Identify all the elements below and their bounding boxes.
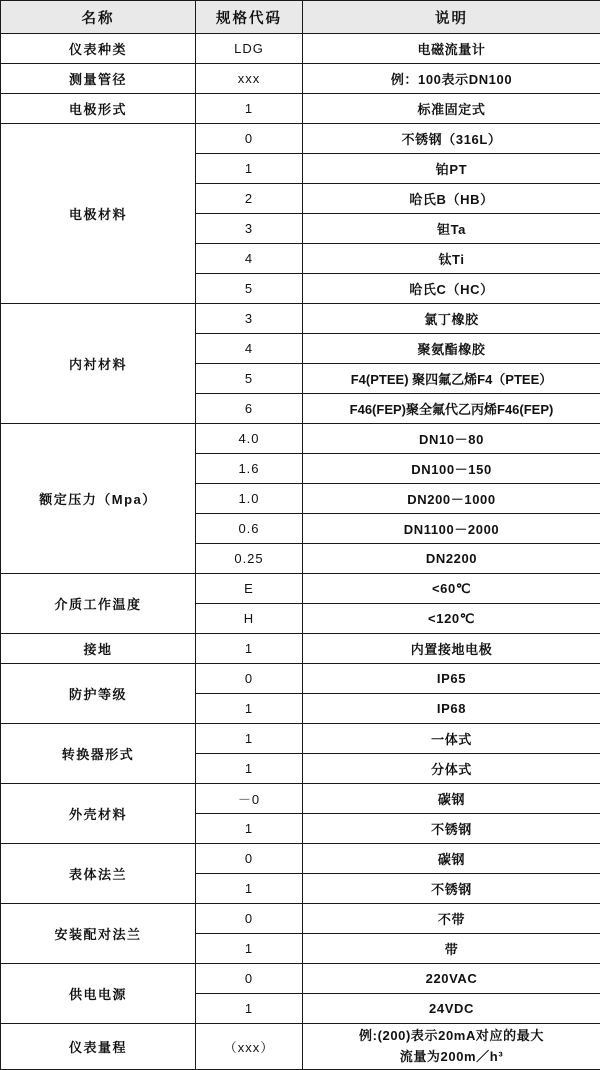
row-name: 表体法兰 [1, 844, 196, 904]
table-row [1, 904, 600, 934]
spec-description: DN10－80 [303, 424, 600, 454]
table-header [1, 1, 600, 34]
spec-description: 碳钢 [303, 784, 600, 814]
table-row [1, 424, 600, 454]
row-name: 安装配对法兰 [1, 904, 196, 964]
spec-description: DN100－150 [303, 454, 600, 484]
table-row [1, 34, 600, 64]
spec-code: 1.0 [196, 484, 303, 514]
spec-description: 24VDC [303, 994, 600, 1024]
table-row [1, 64, 600, 94]
spec-description: 聚氨酯橡胶 [303, 334, 600, 364]
spec-description: 碳钢 [303, 844, 600, 874]
spec-code: 0 [196, 664, 303, 694]
table-row [1, 124, 600, 154]
spec-code: 1 [196, 934, 303, 964]
spec-description: DN1100－2000 [303, 514, 600, 544]
spec-code: xxx [196, 64, 303, 94]
spec-code: 4 [196, 334, 303, 364]
row-name: 接地 [1, 634, 196, 664]
spec-code: 0 [196, 844, 303, 874]
spec-description: 分体式 [303, 754, 600, 784]
table-row [1, 1024, 600, 1070]
table-row [1, 94, 600, 124]
spec-code: 1 [196, 634, 303, 664]
spec-code: 2 [196, 184, 303, 214]
spec-description: F46(FEP)聚全氟代乙丙烯F46(FEP) [303, 394, 600, 424]
spec-description: DN2200 [303, 544, 600, 574]
row-name: 测量管径 [1, 64, 196, 94]
spec-code: LDG [196, 34, 303, 64]
spec-description: DN200－1000 [303, 484, 600, 514]
spec-code: 4.0 [196, 424, 303, 454]
spec-code: 1 [196, 694, 303, 724]
spec-description: 氯丁橡胶 [303, 304, 600, 334]
header-code: 规格代码 [196, 1, 303, 34]
spec-code: 1 [196, 154, 303, 184]
row-name: 外壳材料 [1, 784, 196, 844]
spec-code: 0 [196, 904, 303, 934]
table-row [1, 784, 600, 814]
spec-description: 不锈钢 [303, 874, 600, 904]
spec-description: <60℃ [303, 574, 600, 604]
row-name: 转换器形式 [1, 724, 196, 784]
spec-code: 1 [196, 874, 303, 904]
spec-code: 3 [196, 304, 303, 334]
table-body [1, 34, 600, 1070]
row-name: 内衬材料 [1, 304, 196, 424]
row-name: 防护等级 [1, 664, 196, 724]
header-name: 名称 [1, 1, 196, 34]
spec-code: －0 [196, 784, 303, 814]
spec-code: 1 [196, 994, 303, 1024]
table-row [1, 724, 600, 754]
row-name: 介质工作温度 [1, 574, 196, 634]
spec-code: 0 [196, 964, 303, 994]
table-row [1, 664, 600, 694]
spec-code: H [196, 604, 303, 634]
spec-code: 6 [196, 394, 303, 424]
spec-description: 带 [303, 934, 600, 964]
spec-description: 不锈钢 [303, 814, 600, 844]
row-name: 供电电源 [1, 964, 196, 1024]
spec-description: 例:(200)表示20mA对应的最大 流量为200m／h³ [303, 1024, 600, 1070]
row-name: 电极材料 [1, 124, 196, 304]
spec-code: 1 [196, 94, 303, 124]
spec-code: 0.25 [196, 544, 303, 574]
row-name: 电极形式 [1, 94, 196, 124]
spec-code: 1 [196, 754, 303, 784]
row-name: 额定压力（Mpa） [1, 424, 196, 574]
spec-code: 1 [196, 724, 303, 754]
spec-code: 4 [196, 244, 303, 274]
spec-description: IP65 [303, 664, 600, 694]
spec-code: 3 [196, 214, 303, 244]
spec-code: 0.6 [196, 514, 303, 544]
spec-description: IP68 [303, 694, 600, 724]
spec-description: 不带 [303, 904, 600, 934]
spec-description: 电磁流量计 [303, 34, 600, 64]
spec-code: 5 [196, 274, 303, 304]
header-row [1, 1, 600, 34]
spec-description: 一体式 [303, 724, 600, 754]
spec-code: 0 [196, 124, 303, 154]
spec-code: （xxx） [196, 1024, 303, 1070]
spec-description: 不锈钢（316L） [303, 124, 600, 154]
spec-description: <120℃ [303, 604, 600, 634]
spec-code: E [196, 574, 303, 604]
spec-description: 哈氏C（HC） [303, 274, 600, 304]
table-row [1, 634, 600, 664]
spec-code: 1 [196, 814, 303, 844]
spec-code: 1.6 [196, 454, 303, 484]
spec-description: 哈氏B（HB） [303, 184, 600, 214]
header-desc: 说明 [303, 1, 600, 34]
spec-description: 内置接地电极 [303, 634, 600, 664]
table-row [1, 844, 600, 874]
table-row [1, 574, 600, 604]
table-row [1, 964, 600, 994]
spec-description: 钛Ti [303, 244, 600, 274]
table-row [1, 304, 600, 334]
spec-code: 5 [196, 364, 303, 394]
spec-description: F4(PTEE) 聚四氟乙烯F4（PTEE） [303, 364, 600, 394]
spec-description: 220VAC [303, 964, 600, 994]
spec-description: 例：100表示DN100 [303, 64, 600, 94]
row-name: 仪表量程 [1, 1024, 196, 1070]
spec-description: 标准固定式 [303, 94, 600, 124]
spec-description: 钽Ta [303, 214, 600, 244]
row-name: 仪表种类 [1, 34, 196, 64]
spec-description: 铂PT [303, 154, 600, 184]
